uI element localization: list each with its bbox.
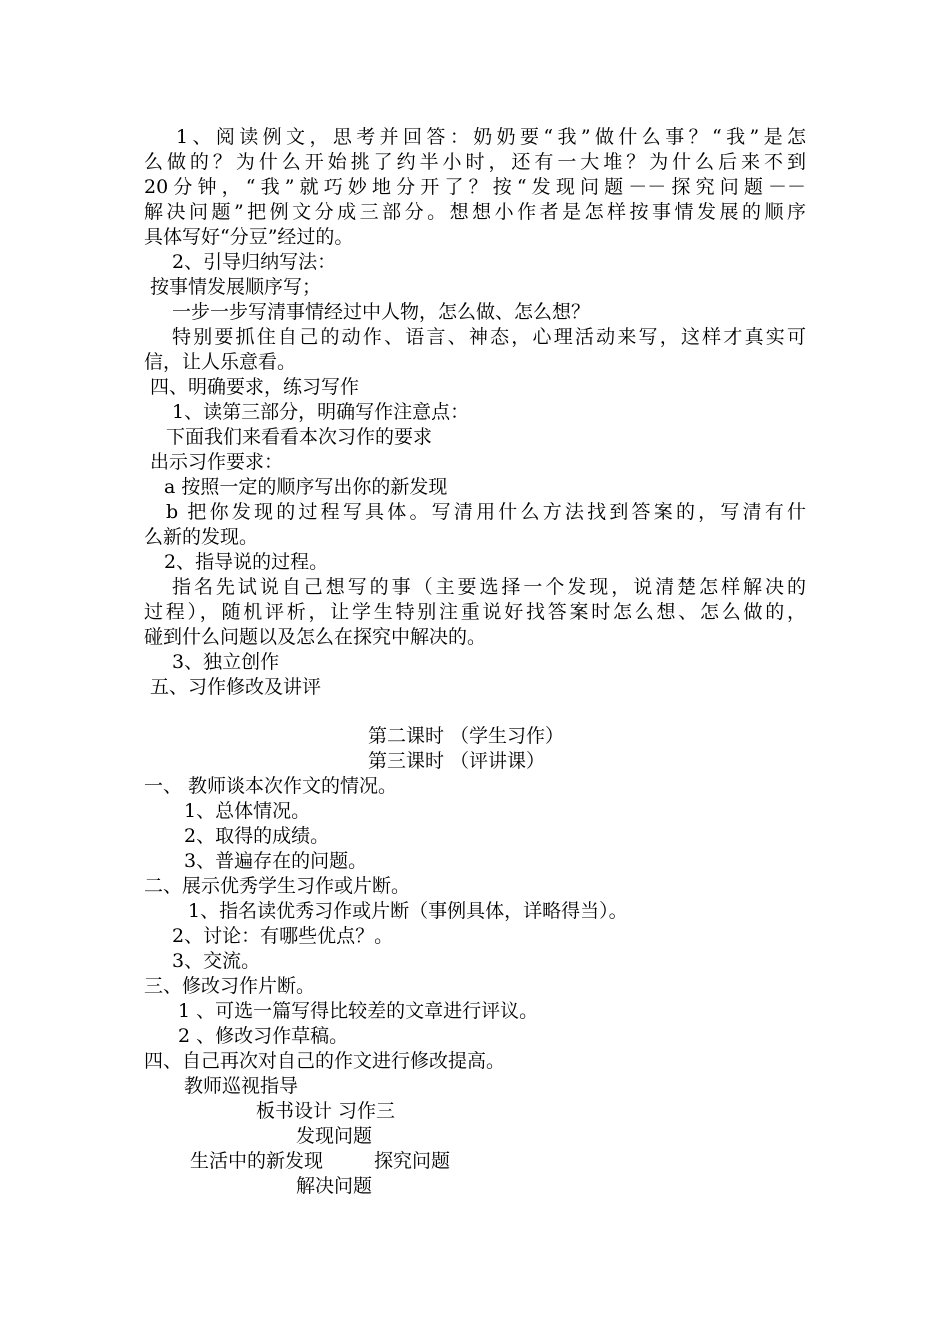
requirement-a: a 按照一定的顺序写出你的新发现	[164, 476, 448, 498]
section-heading: 三、修改习作片断。	[144, 975, 316, 997]
text-line: 教师巡视指导	[184, 1075, 299, 1097]
text-line: 么新的发现。	[144, 526, 259, 548]
list-item: 2、取得的成绩。	[184, 825, 330, 847]
text-line: 么做的？为什么开始挑了约半小时，还有一大堆？为什么后来不到	[144, 151, 806, 173]
text-line: 过程），随机评析，让学生特别注重说好找答案时怎么想、怎么做的，	[144, 601, 806, 623]
text-line: 20分钟，“我”就巧妙地分开了？按“发现问题－－探究问题－－	[144, 176, 806, 198]
text-line: 出示习作要求：	[150, 451, 284, 473]
requirement-b: b 把你发现的过程写具体。写清用什么方法找到答案的，写清有什	[166, 501, 806, 523]
text-line: 按事情发展顺序写；	[150, 276, 322, 298]
list-item: 2 、修改习作草稿。	[178, 1025, 349, 1047]
text-line: 下面我们来看看本次习作的要求	[166, 426, 433, 448]
section-heading: 四、明确要求，练习写作	[150, 376, 360, 398]
text-line: 1、读第三部分，明确写作注意点：	[172, 401, 470, 423]
board-item: 探究问题	[374, 1150, 451, 1172]
section-heading: 2、引导归纳写法：	[172, 251, 337, 273]
section-heading: 四、自己再次对自己的作文进行修改提高。	[144, 1050, 506, 1072]
text-line: 一步一步写清事情经过中人物，怎么做、怎么想？	[172, 301, 591, 323]
list-item: 1 、可选一篇写得比较差的文章进行评议。	[178, 1000, 539, 1022]
list-item: 3、交流。	[172, 950, 261, 972]
text-line: 3、独立创作	[172, 651, 280, 673]
section-heading: 五、习作修改及讲评	[150, 676, 322, 698]
list-item: 1、指名读优秀习作或片断（事例具体，详略得当）。	[188, 900, 628, 922]
board-item: 解决问题	[296, 1175, 373, 1197]
board-topic: 生活中的新发现	[190, 1150, 324, 1172]
text-line: 信，让人乐意看。	[144, 351, 297, 373]
section-heading: 一、 教师谈本次作文的情况。	[144, 775, 398, 797]
list-item: 3、普遍存在的问题。	[184, 850, 368, 872]
text-line: 特别要抓住自己的动作、语言、神态，心理活动来写，这样才真实可	[172, 326, 806, 348]
text-line: 碰到什么问题以及怎么在探究中解决的。	[144, 626, 487, 648]
lesson-title: 第二课时 （学生习作）	[368, 725, 565, 747]
text-line: 1、阅读例文，思考并回答：奶奶要“我”做什么事？“我”是怎	[176, 126, 806, 148]
list-item: 1、总体情况。	[184, 800, 311, 822]
section-heading: 2、指导说的过程。	[164, 551, 329, 573]
list-item: 2、讨论：有哪些优点？。	[172, 925, 394, 947]
text-line: 解决问题”把例文分成三部分。想想小作者是怎样按事情发展的顺序	[144, 201, 806, 223]
text-line: 具体写好“分豆”经过的。	[144, 226, 354, 248]
section-heading: 二、展示优秀学生习作或片断。	[144, 875, 411, 897]
board-design-title: 板书设计 习作三	[256, 1100, 396, 1122]
board-item: 发现问题	[296, 1125, 373, 1147]
text-line: 指名先试说自己想写的事（主要选择一个发现，说清楚怎样解决的	[172, 576, 806, 598]
lesson-title: 第三课时 （评讲课）	[368, 750, 546, 772]
